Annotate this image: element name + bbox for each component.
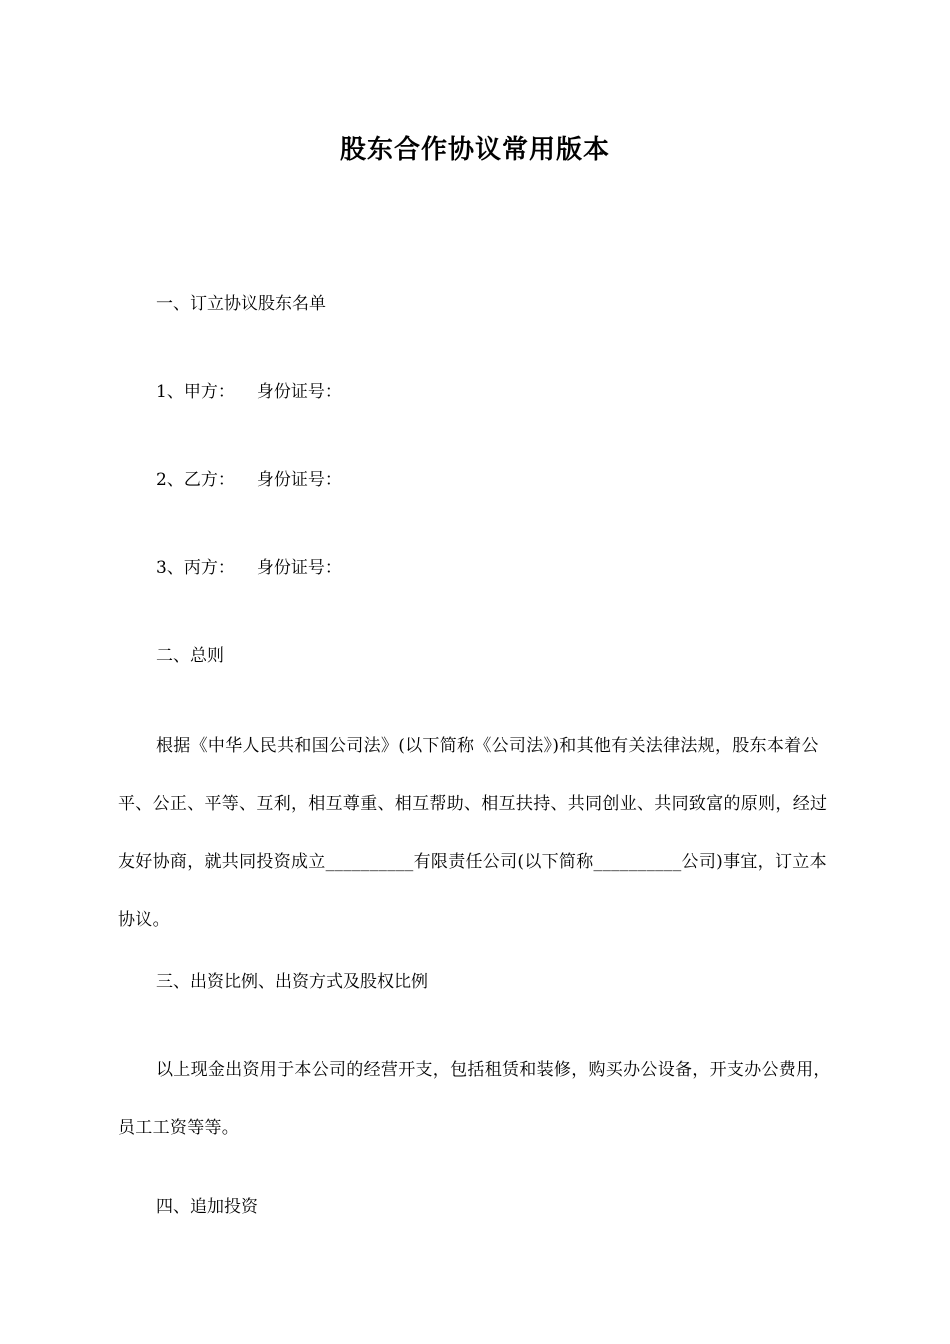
capital-contribution-paragraph: 以上现金出资用于本公司的经营开支，包括租赁和装修，购买办公设备，开支办公费用，员工工资等等。 — [118, 1060, 831, 1138]
id-number-label: 身份证号： — [256, 470, 342, 490]
section-heading-general-provisions: 二、总则 — [156, 646, 224, 666]
general-provisions-paragraph: 根据《中华人民共和国公司法》(以下简称《公司法》)和其他有关法律法规，股东本着公平、公正、平等、互利，相互尊重、相互帮助、相互扶持、共同创业、共同致富的原则，经过友好协商，就共同投资成立__________有限责任公司(以下简称__________公司)事宜，订立本协议。 — [118, 736, 828, 930]
party-label: 2、乙方： — [156, 470, 235, 490]
id-number-label: 身份证号： — [256, 558, 342, 578]
document-title: 股东合作协议常用版本 — [339, 135, 610, 165]
party-line-c — [156, 554, 876, 582]
party-label: 3、丙方： — [156, 558, 235, 578]
section-heading-capital-contribution: 三、出资比例、出资方式及股权比例 — [156, 972, 428, 992]
party-line-b — [156, 466, 876, 494]
party-line-a — [156, 378, 876, 406]
id-number-label: 身份证号： — [256, 382, 342, 402]
section-heading-additional-investment: 四、追加投资 — [156, 1197, 258, 1217]
section-heading-shareholder-list: 一、订立协议股东名单 — [156, 294, 326, 314]
party-label: 1、甲方： — [156, 382, 235, 402]
